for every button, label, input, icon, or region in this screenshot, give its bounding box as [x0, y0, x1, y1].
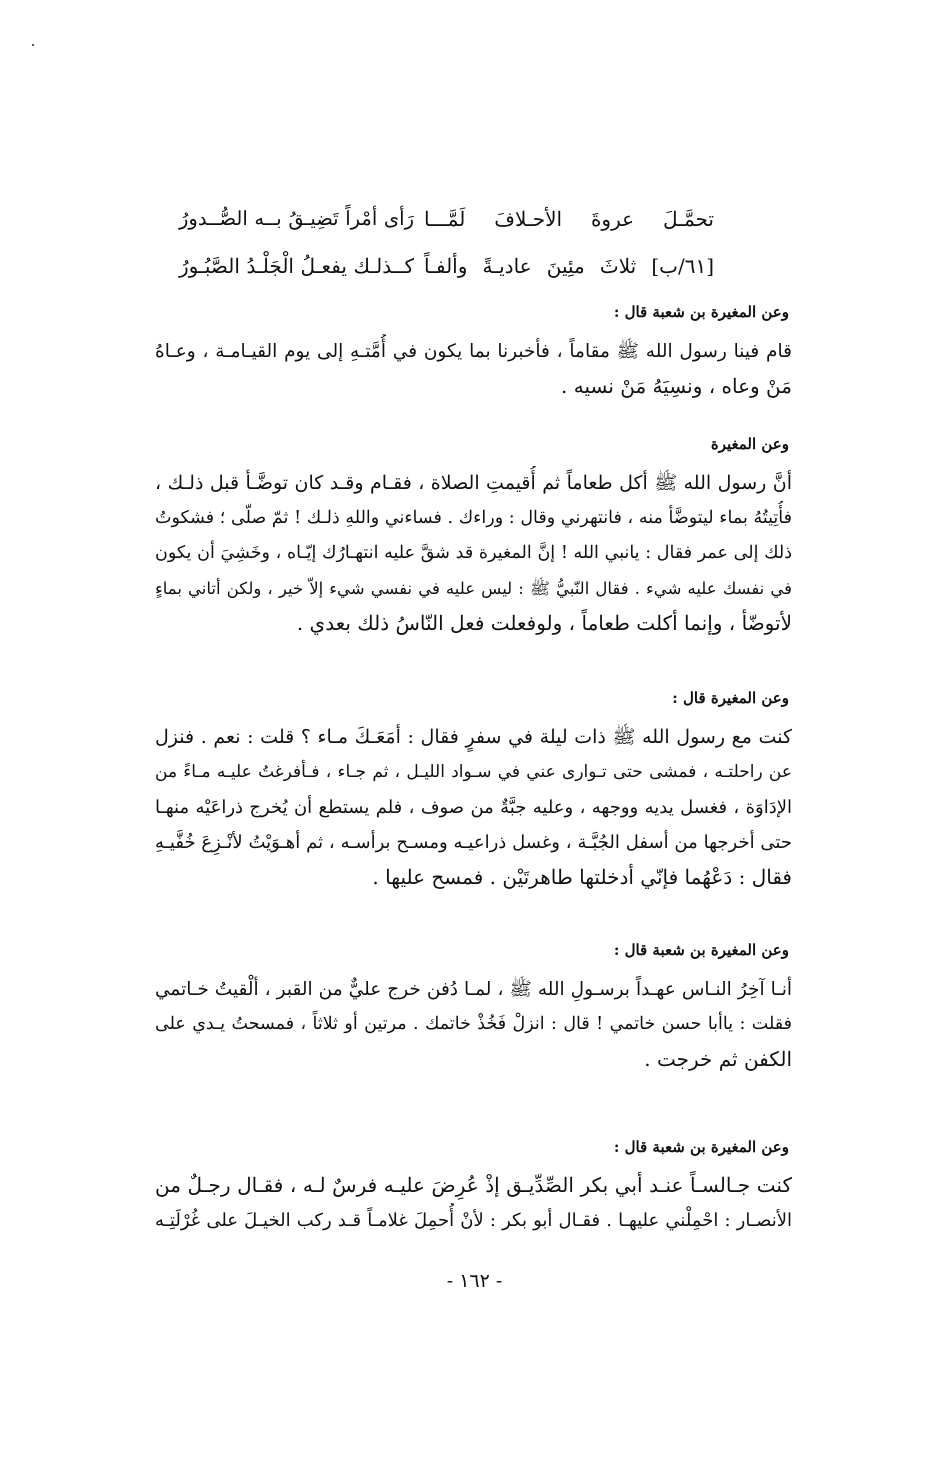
- paragraph-line: عن راحلتـه ، فمشى حتى تـوارى عني في سـواد الليـل ، ثم جـاء ، فـأفرغتُ عليـه مـاءً من: [155, 762, 792, 782]
- hadith-paragraph: [155, 720, 792, 895]
- section-heading: وعن المغيرة قال :: [672, 689, 789, 707]
- paragraph-line: فأُتِيتُهُ بماء ليتوضَّأ منه ، فانتهرني وقال : وراءك . فساءني واللهِ ذلـك ! ثمّ صلّى ؛ فشكوتُ: [155, 508, 792, 528]
- paragraph-line: قام فينا رسول الله ﷺ مقاماً ، فأخبرنا بما يكون في أُمَّتـهِ إلى يوم القيـامـة ، وعـاهُ: [155, 341, 792, 362]
- page-number: - ١٦٢ -: [446, 1270, 503, 1292]
- paragraph-line: كنت جـالسـاً عنـد أبي بكر الصِّدِّيـق إذْ عُرِضَ عليـه فرسٌ لـه ، فقـال رجـلٌ من: [155, 1173, 792, 1197]
- paragraph-line: لأتوضّأ ، وإنما أكلت طعاماً ، ولوفعلت فعل النّاسُ ذلك بعدي .: [296, 611, 792, 635]
- scan-speck: [32, 44, 34, 46]
- paragraph-line: الأنصـار : احْمِلْني عليهـا . فقـال أبو بكر : لأنْ أُحمِلَ غلامـاً قـد ركب الخيـلَ على غُرْلَتِـه: [155, 1210, 792, 1231]
- section-heading: وعن المغيرة بن شعبة قال :: [613, 303, 789, 321]
- paragraph-line: في نفسك عليه شيء . فقال النّبيُّ ﷺ : ليس عليه في نفسي شيء إلاّ خير ، ولكن أتاني بماءٍ: [155, 579, 792, 598]
- paragraph-line: كنت مع رسول الله ﷺ ذات ليلة في سفرٍ فقال : أمَعَـكَ مـاء ؟ قلت : نعم . فنزل: [155, 726, 792, 748]
- paragraph-line: ذلك إلى عمر فقال : يانبي الله ! إنَّ المغيرة قد شقَّ عليه انتهـارُك إيّـاه ، وخَشِيَ أن يكون: [155, 543, 792, 563]
- paragraph-line: الإدَاوَة ، فغسل يديه ووجهه ، وعليه جبَّةٌ من صوف ، فلم يستطع أن يُخرج ذراعَيْه منهـا: [155, 797, 792, 818]
- paragraph-line: حتى أخرجها من أسفل الجُبَّـة ، وغسل ذراعيـه ومسـح برأسـه ، ثم أهـوَيْتُ لأنْـزِعَ خُفَّيـهِ: [155, 832, 792, 853]
- hadith-paragraph: [155, 1168, 792, 1238]
- paragraph-line: الكفن ثم خرجت .: [644, 1047, 792, 1071]
- section-heading: وعن المغيرة بن شعبة قال :: [613, 941, 789, 959]
- section-heading: وعن المغيرة: [710, 435, 789, 453]
- paragraph-line: أنـا آخِرُ النـاس عهـداً برسـولِ الله ﷺ ، لمـا دُفن خرج عليٌّ من القبر ، ألْقيتُ خـاتمي: [155, 979, 792, 1000]
- section-heading: وعن المغيرة بن شعبة قال :: [613, 1138, 789, 1156]
- paragraph-line: فقلت : ياأبا حسن خاتمي ! قال : انزلْ فَخُذْ خاتمك . مرتين أو ثلاثاً ، فمسحتُ يـدي على: [155, 1014, 792, 1034]
- paragraph-line: فقال : دَعْهُما فإنّي أدخلتها طاهرتَيْن . فمسح عليها .: [372, 865, 792, 889]
- verse-1-second-hemistich: رَأى أمْراً تَضِيـقُ بــه الصُّــدورُ: [179, 207, 414, 230]
- verse-2-first-hemistich: [٦١/ب] ثلاثَ مئِينَ عاديـةً وألفـاً: [424, 254, 714, 278]
- hadith-paragraph: [155, 466, 792, 641]
- verse-2-second-hemistich: كــذلـك يفعـلُ الْجَلْـدُ الصَّبُـورُ: [179, 254, 414, 278]
- paragraph-line: مَنْ وعاه ، ونسِيَهُ مَنْ نسيه .: [561, 374, 792, 398]
- verse-1-first-hemistich: تحمَّـلَ عروةَ الأحـلافَ لَمَّـــا: [424, 207, 714, 231]
- hadith-paragraph: [155, 334, 792, 404]
- hadith-paragraph: [155, 972, 792, 1077]
- paragraph-line: أنَّ رسول الله ﷺ أكل طعاماً ثم أُقيمتِ الصلاة ، فقـام وقـد كان توضَّـأ قبل ذلـك ،: [155, 472, 792, 494]
